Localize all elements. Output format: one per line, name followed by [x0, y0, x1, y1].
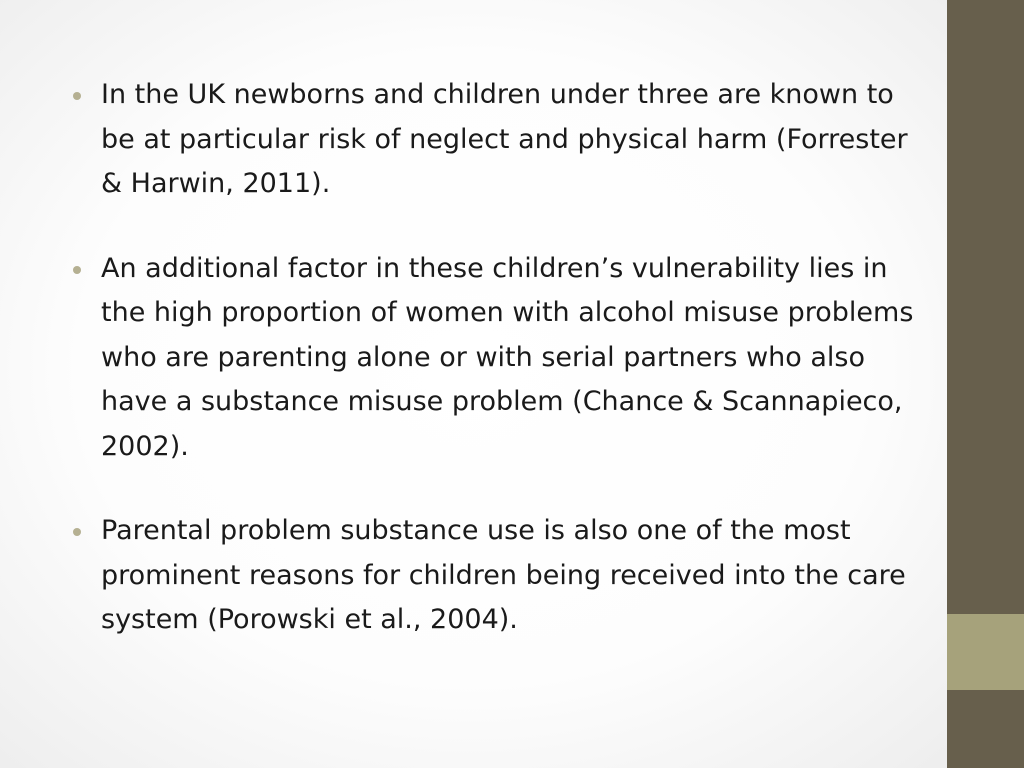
bullet-item: In the UK newborns and children under three are known to be at particular risk of neglect and physical harm (Forrester & Harwin, 2011).	[70, 73, 920, 207]
decorative-side-accent	[947, 614, 1024, 690]
bullet-item: Parental problem substance use is also one of the most prominent reasons for children being received into the care system (Porowski et al., 2004).	[70, 509, 920, 643]
bullet-item: An additional factor in these children’s vulnerability lies in the high proportion of women with alcohol misuse problems who are parenting alone or with serial partners who also have a substance misuse problem (Chance & Scannapieco, 2002).	[70, 247, 920, 470]
bullet-list	[70, 73, 920, 683]
